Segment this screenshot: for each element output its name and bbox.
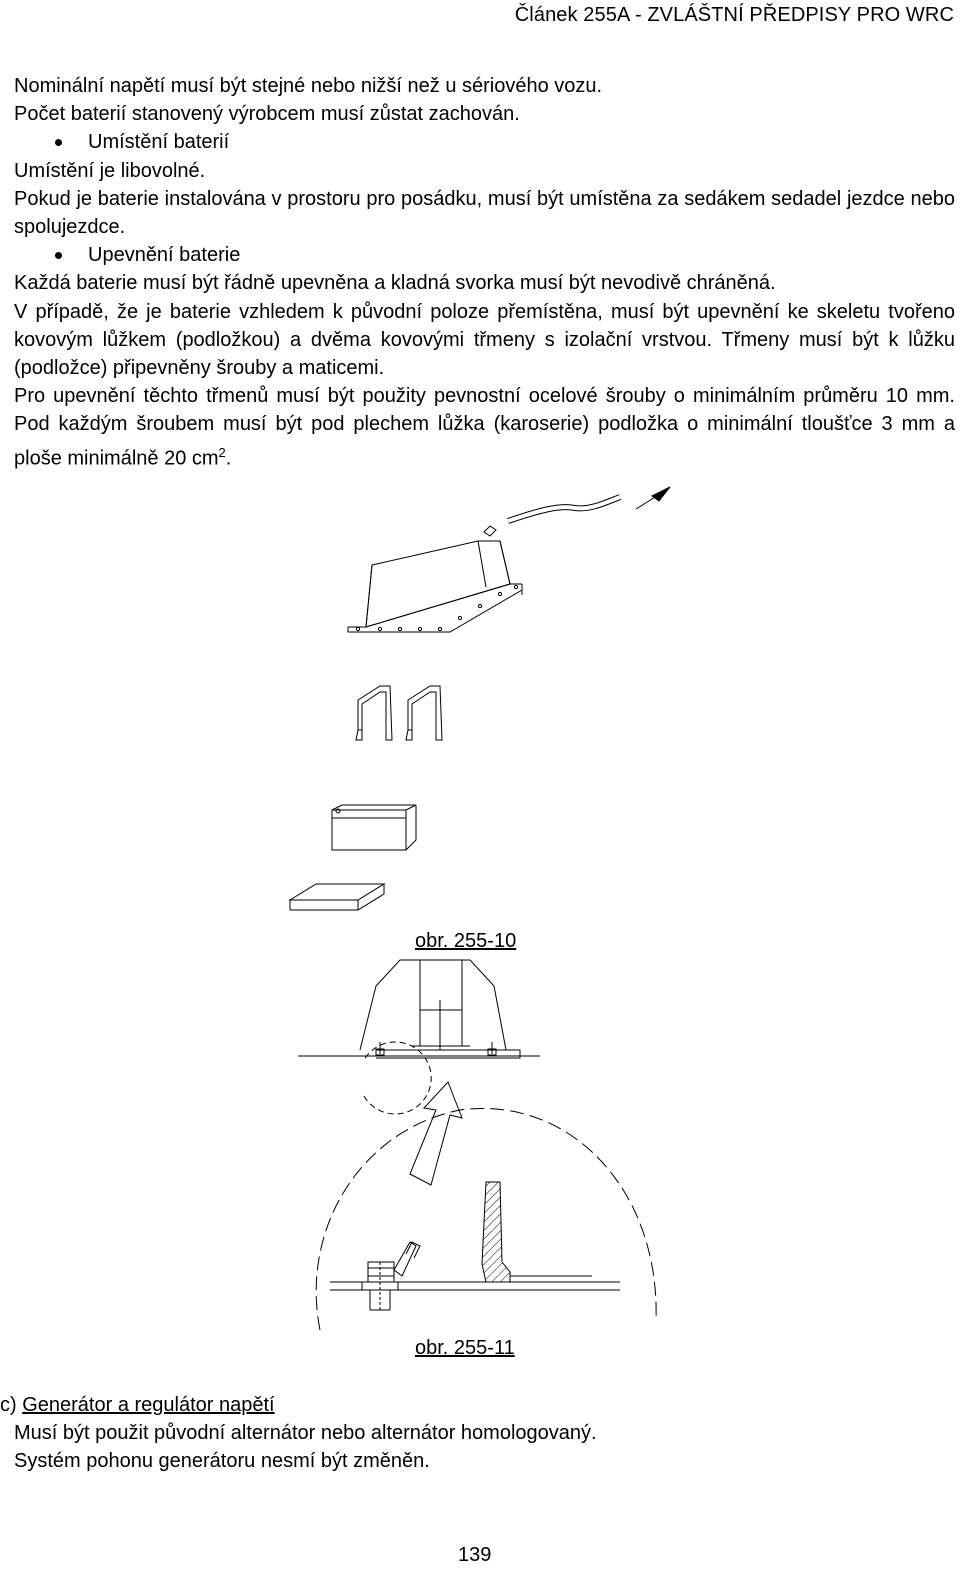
paragraph-crew-compartment: Pokud je baterie instalována v prostoru pro posádku, musí být umístěna za sedákem sedadel jezdce nebo spolujezdce. (14, 187, 955, 239)
section-heading (0, 1391, 940, 1419)
paragraph-battery-count: Počet baterií stanovený výrobcem musí zůstat zachován. (14, 103, 520, 126)
figure-255-10-caption: obr. 255-10 (415, 930, 517, 952)
bolts-text-end: . (225, 447, 232, 470)
section-title: Generátor a regulátor napětí (22, 1394, 275, 1416)
section-line-alternator: Musí být použit původní alternátor nebo alternátor homologovaný. (14, 1422, 597, 1444)
paragraph-relocation: V případě, že je baterie vzhledem k původní poloze přemístěna, musí být upevnění ke skeletu tvořeno kovovým lůžkem (podložkou) a dvěma kovovými třmeny s izolační vrstvou. Třmeny musí být k lůžku (podložce) připevněny šrouby a maticemi. (14, 300, 955, 380)
magnified-plate (330, 1282, 620, 1290)
bolts-text: Pro upevnění těchto třmenů musí být použity pevnostní ocelové šrouby o minimálním průměru 10 mm. Pod každým šroubem musí být pod plechem lůžka (karoserie) podložka o minimální tloušťce 3 mm a ploše minimálně 20 cm (14, 385, 955, 470)
bolt-assembly (362, 1242, 420, 1310)
paragraph-location-free: Umístění je libovolné. (14, 159, 206, 182)
page-number: 139 (458, 1544, 492, 1566)
section-prefix: c) (0, 1394, 23, 1416)
detail-arrow (410, 1082, 462, 1185)
section-line-drive: Systém pohonu generátoru nesmí být změněn. (14, 1450, 430, 1472)
mount-cross-section (298, 960, 540, 1058)
bullet-battery-mounting: Upevnění baterie (14, 241, 955, 269)
page-header: Článek 255A - ZVLÁŠTNÍ PŘEDPISY PRO WRC (514, 4, 954, 26)
superscript: 2 (218, 444, 226, 460)
figure-255-11-caption: obr. 255-11 (415, 1337, 515, 1359)
bullet-battery-location: Umístění baterií (14, 128, 955, 156)
paragraph-secure-mounting: Každá baterie musí být řádně upevněna a kladná svorka musí být nevodivě chráněná. (14, 272, 776, 295)
section-generator (0, 1391, 940, 1475)
detail-circle (364, 1042, 431, 1114)
hatched-wall (482, 1182, 592, 1282)
paragraph-voltage: Nominální napětí musí být stejné nebo nižší než u sériového vozu. (14, 75, 603, 97)
